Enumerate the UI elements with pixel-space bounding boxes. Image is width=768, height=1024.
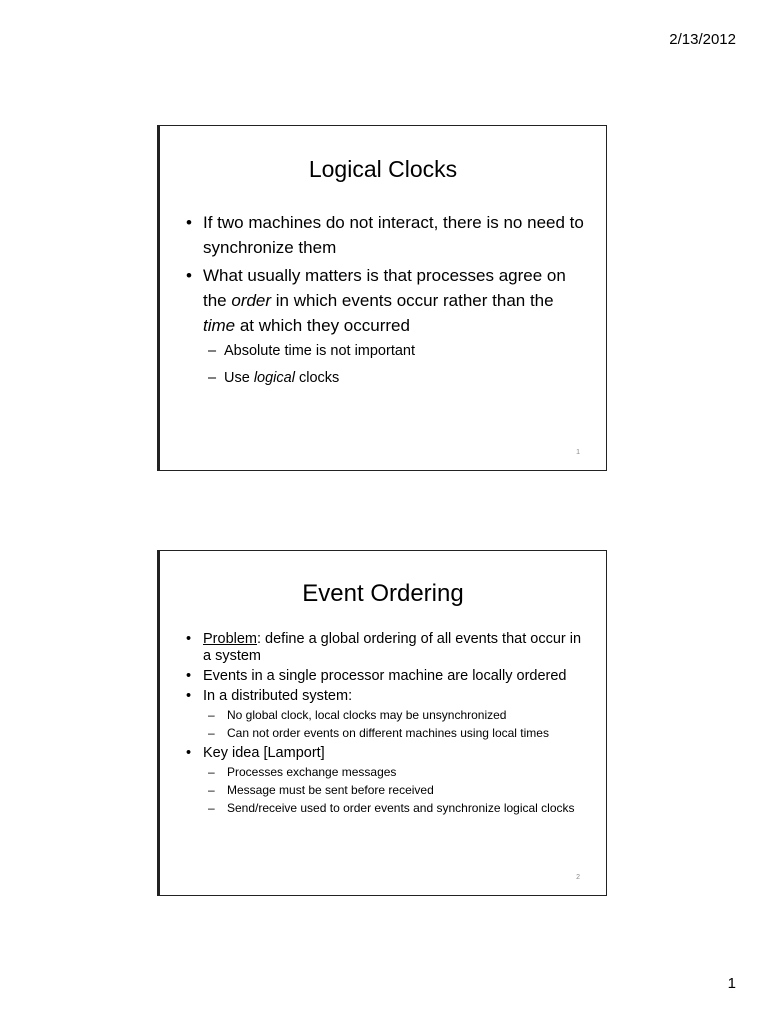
bullet-dot-icon: • <box>186 745 192 761</box>
page-number: 1 <box>727 975 736 992</box>
sub-bullet-item <box>208 341 588 361</box>
bullet-dot-icon: • <box>186 688 192 704</box>
sub-bullet-text: Can not order events on different machines using local times <box>227 726 549 740</box>
bullet-text: Key idea [Lamport] <box>203 745 325 761</box>
bullet-text: In a distributed system: <box>203 688 353 704</box>
slide-title: Event Ordering <box>302 580 464 607</box>
bullet-dot-icon: • <box>186 631 192 647</box>
bullet-text: What usually matters is that processes agree on the order in which events occur rather than the time at which they occurred <box>203 266 566 335</box>
slide-title: Logical Clocks <box>308 156 458 182</box>
sub-bullet-item <box>208 708 588 722</box>
bullet-item <box>186 631 588 665</box>
emphasis-order: order <box>231 291 272 310</box>
bullet-text: Problem: define a global ordering of all events that occur in a system <box>203 631 582 664</box>
dash-icon: – <box>208 370 217 386</box>
bullet-item <box>186 668 588 685</box>
sub-bullet-text: Send/receive used to order events and synchronize logical clocks <box>227 801 575 815</box>
sub-bullet-text: Processes exchange messages <box>227 765 397 779</box>
sub-bullet-text: Use logical clocks <box>224 370 340 386</box>
sub-bullet-item <box>208 368 588 388</box>
dash-icon: – <box>208 783 215 797</box>
dash-icon: – <box>208 708 215 722</box>
sub-bullet-item <box>208 765 588 779</box>
bullet-item <box>186 263 588 338</box>
bullet-dot-icon: • <box>186 266 192 285</box>
page-date: 2/13/2012 <box>669 31 736 48</box>
dash-icon: – <box>208 343 217 359</box>
sub-bullet-text: Message must be sent before received <box>227 783 434 797</box>
slide-number: 2 <box>576 874 580 881</box>
dash-icon: – <box>208 801 215 815</box>
bullet-dot-icon: • <box>186 213 192 232</box>
problem-label: Problem <box>203 631 257 647</box>
sub-bullet-item <box>208 783 588 797</box>
sub-bullet-text: Absolute time is not important <box>224 343 416 359</box>
bullet-item <box>186 210 588 260</box>
sub-bullet-text: No global clock, local clocks may be unsynchronized <box>227 708 507 722</box>
emphasis-time: time <box>203 316 236 335</box>
slide-number: 1 <box>576 449 580 456</box>
slide-logical-clocks <box>157 125 607 471</box>
dash-icon: – <box>208 726 215 740</box>
emphasis-logical: logical <box>253 370 295 386</box>
sub-bullet-item <box>208 801 588 815</box>
sub-bullet-item <box>208 726 588 740</box>
slide-event-ordering <box>157 550 607 896</box>
dash-icon: – <box>208 765 215 779</box>
bullet-text: Events in a single processor machine are locally ordered <box>203 668 567 684</box>
bullet-item <box>186 688 588 705</box>
bullet-text: If two machines do not interact, there is no need to synchronize them <box>203 213 584 257</box>
bullet-dot-icon: • <box>186 668 192 684</box>
bullet-item <box>186 745 588 762</box>
slide-content <box>186 631 588 819</box>
slide-content <box>186 210 588 395</box>
